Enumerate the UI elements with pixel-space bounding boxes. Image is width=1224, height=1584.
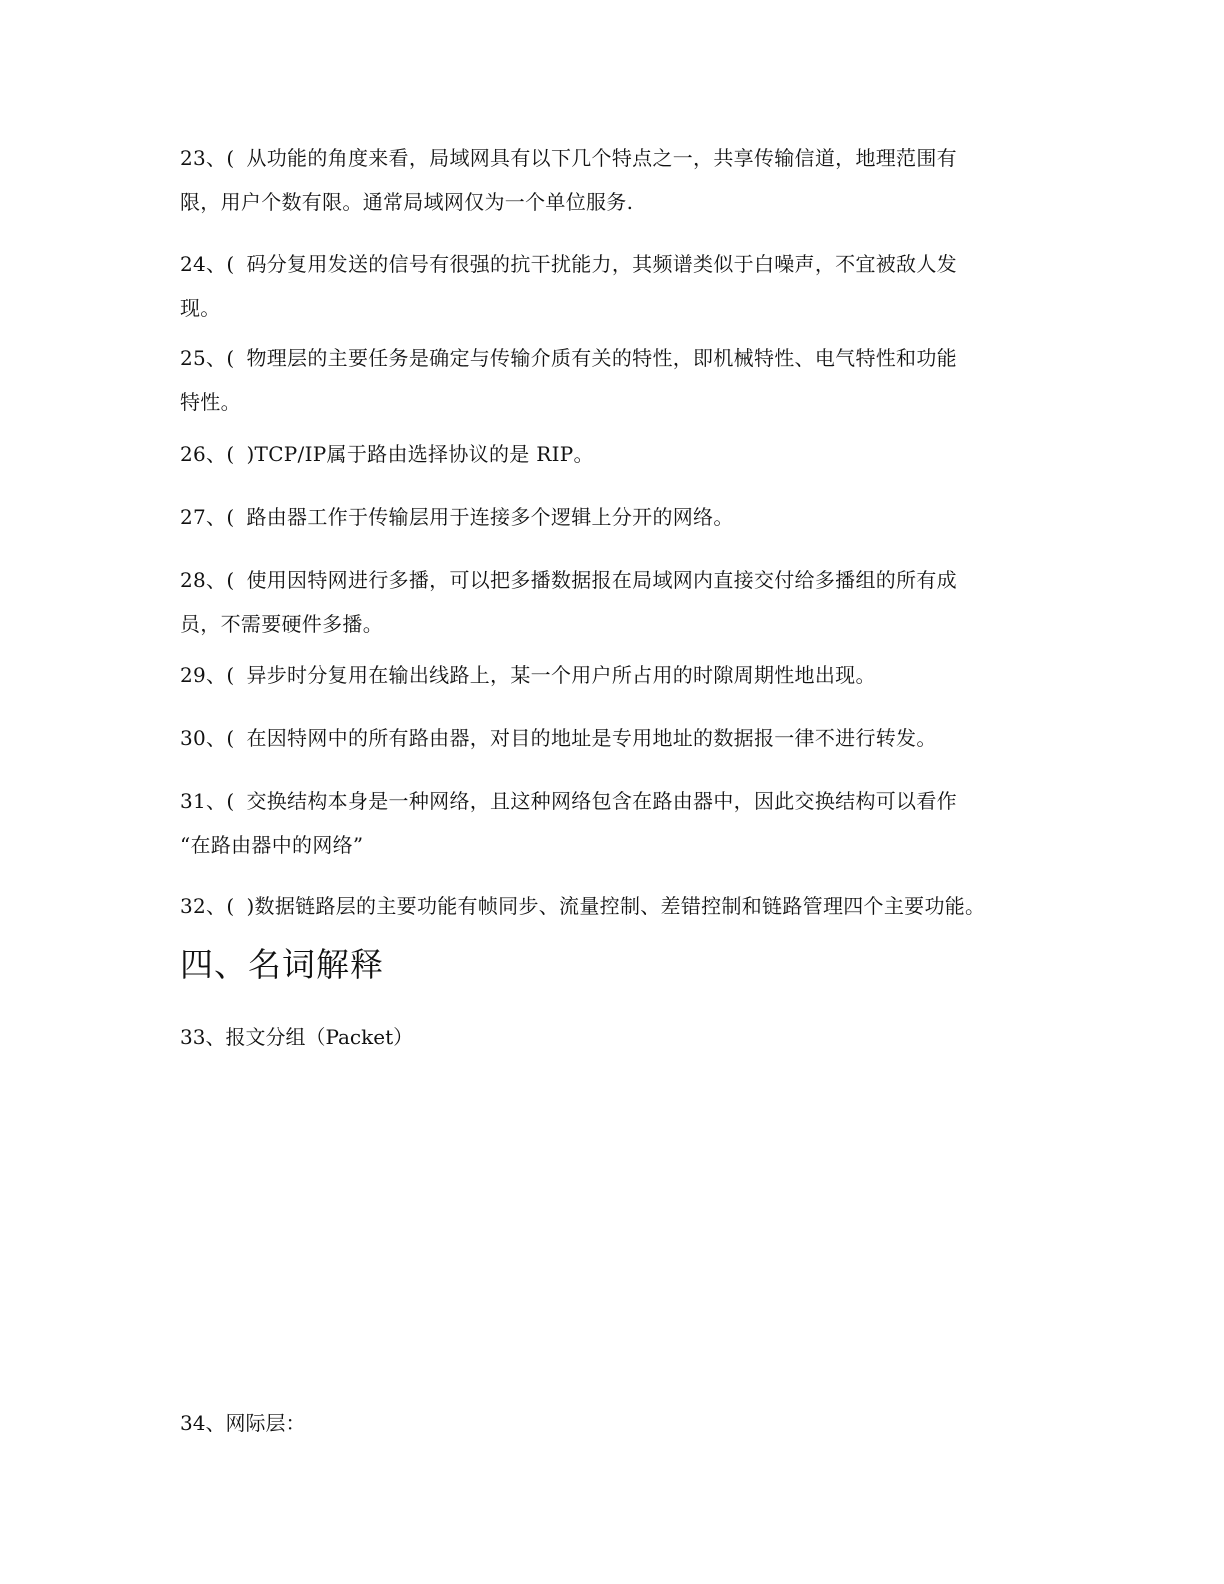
question-number: 30、( bbox=[180, 726, 235, 750]
question-30 bbox=[180, 716, 1040, 760]
question-line: 限，用户个数有限。通常局域网仅为一个单位服务. bbox=[180, 190, 634, 214]
question-27 bbox=[180, 495, 1040, 539]
question-line bbox=[180, 432, 1040, 476]
question-line: 特性。 bbox=[180, 390, 241, 414]
definition-33: 33、报文分组（Packet） bbox=[180, 1025, 414, 1049]
question-text: 从功能的角度来看，局域网具有以下几个特点之一，共享传输信道，地理范围有 bbox=[246, 146, 957, 170]
question-number: 25、( bbox=[180, 346, 235, 370]
question-32 bbox=[180, 884, 1040, 928]
question-line bbox=[180, 136, 1040, 180]
question-number: 29、( bbox=[180, 663, 235, 687]
question-text: 交换结构本身是一种网络，且这种网络包含在路由器中，因此交换结构可以看作 bbox=[246, 789, 957, 813]
question-text: 码分复用发送的信号有很强的抗干扰能力，其频谱类似于白噪声，不宜被敌人发 bbox=[246, 252, 957, 276]
question-number: 24、( bbox=[180, 252, 235, 276]
question-number: 26、( bbox=[180, 442, 235, 466]
question-number: 32、( bbox=[180, 894, 235, 918]
question-number: 28、( bbox=[180, 568, 235, 592]
question-25 bbox=[180, 336, 1040, 424]
question-text: 使用因特网进行多播，可以把多播数据报在局域网内直接交付给多播组的所有成 bbox=[246, 568, 957, 592]
question-28 bbox=[180, 558, 1040, 646]
question-text: )数据链路层的主要功能有帧同步、流量控制、差错控制和链路管理四个主要功能。 bbox=[246, 894, 986, 918]
question-text: )TCP/IP属于路由选择协议的是 RIP。 bbox=[246, 442, 594, 466]
question-23 bbox=[180, 136, 1040, 224]
question-line bbox=[180, 779, 1040, 823]
definition-34: 34、网际层： bbox=[180, 1411, 306, 1435]
question-26 bbox=[180, 432, 1040, 476]
question-number: 27、( bbox=[180, 505, 235, 529]
question-text: 路由器工作于传输层用于连接多个逻辑上分开的网络。 bbox=[246, 505, 734, 529]
section-title: 四、名词解释 bbox=[180, 945, 384, 984]
question-number: 31、( bbox=[180, 789, 235, 813]
question-line bbox=[180, 495, 1040, 539]
question-text: 物理层的主要任务是确定与传输介质有关的特性，即机械特性、电气特性和功能 bbox=[246, 346, 957, 370]
question-line bbox=[180, 336, 1040, 380]
question-24 bbox=[180, 242, 1040, 330]
question-line bbox=[180, 884, 1040, 928]
question-line: “在路由器中的网络” bbox=[180, 833, 364, 857]
question-29 bbox=[180, 653, 1040, 697]
question-text: 异步时分复用在输出线路上，某一个用户所占用的时隙周期性地出现。 bbox=[246, 663, 876, 687]
question-text: 在因特网中的所有路由器，对目的地址是专用地址的数据报一律不进行转发。 bbox=[246, 726, 937, 750]
question-line: 现。 bbox=[180, 296, 221, 320]
question-line bbox=[180, 558, 1040, 602]
question-number: 23、( bbox=[180, 146, 235, 170]
question-line bbox=[180, 716, 1040, 760]
question-line bbox=[180, 653, 1040, 697]
question-31 bbox=[180, 779, 1040, 867]
question-line: 员，不需要硬件多播。 bbox=[180, 612, 383, 636]
question-line bbox=[180, 242, 1040, 286]
